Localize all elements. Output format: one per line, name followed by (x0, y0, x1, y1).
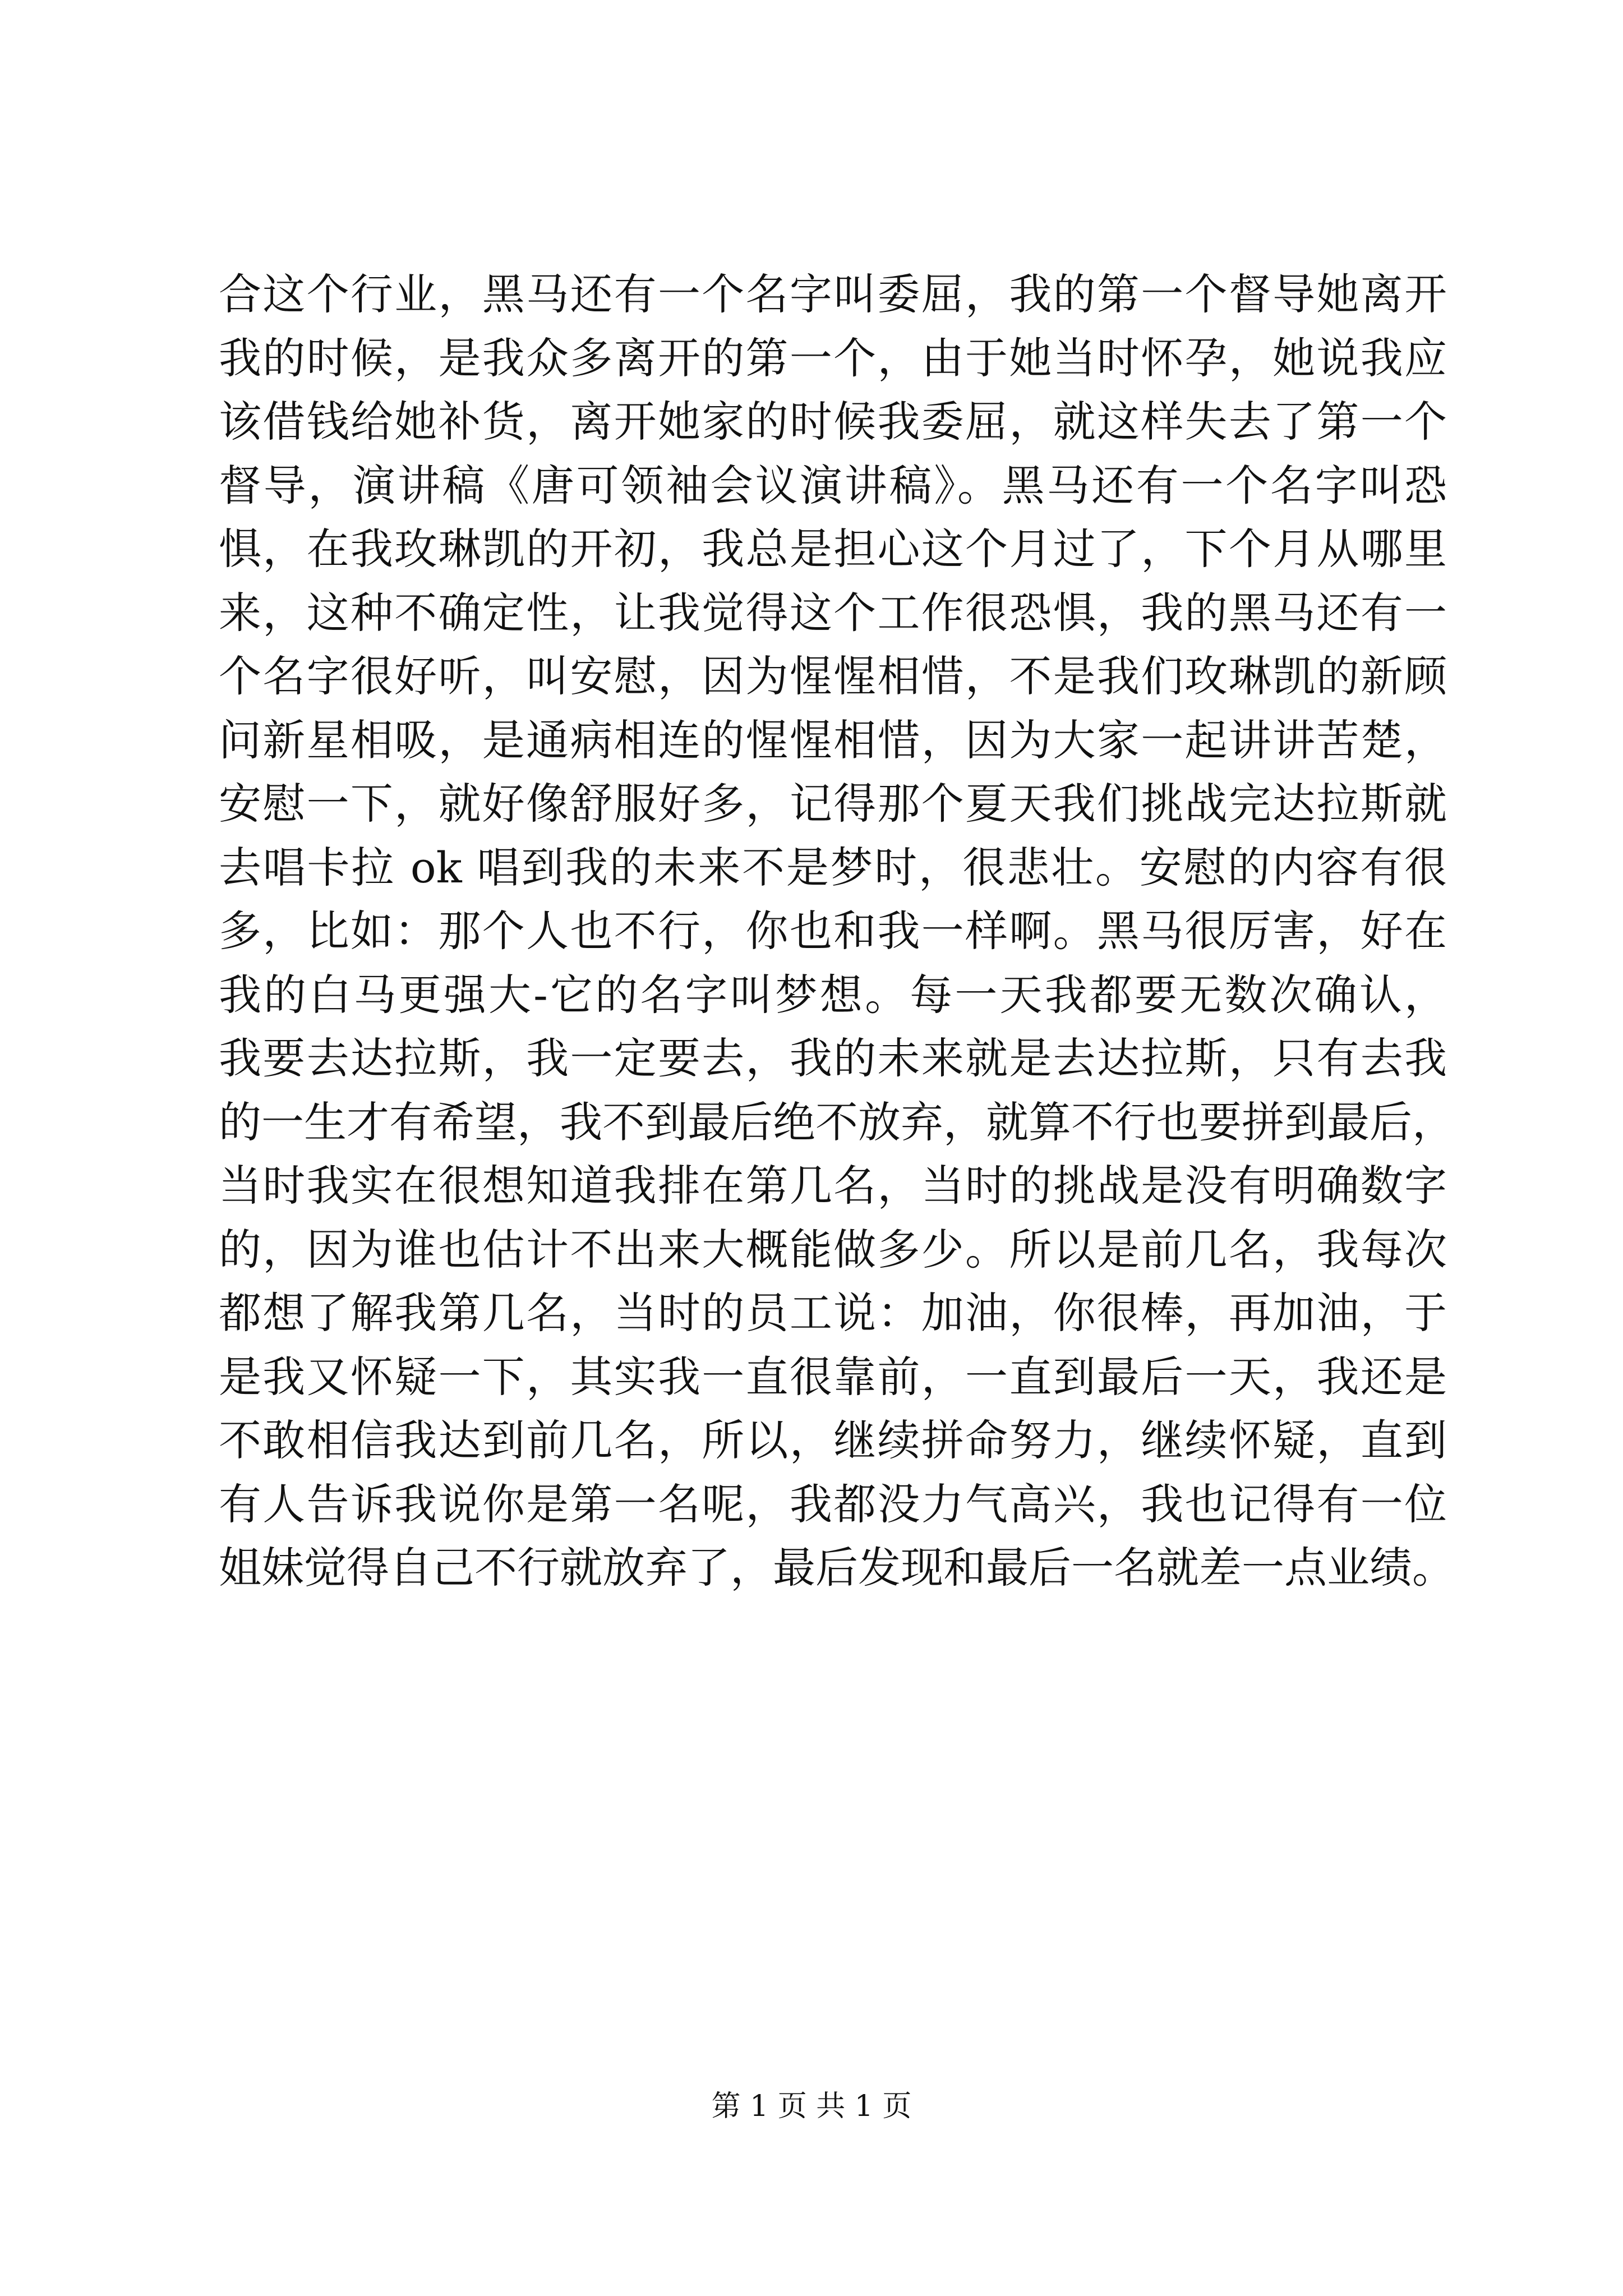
text-line-11: 多，比如：那个人也不行，你也和我一样啊。黑马很厉害，好在 (219, 906, 1447, 956)
text-line-16: 的，因为谁也估计不出来大概能做多少。所以是前几名，我每次 (219, 1224, 1447, 1274)
text-line-13: 我要去达拉斯，我一定要去，我的未来就是去达拉斯，只有去我 (219, 1033, 1447, 1083)
text-line-15: 当时我实在很想知道我排在第几名，当时的挑战是没有明确数字 (219, 1161, 1447, 1211)
text-line-5: 惧，在我玫琳凯的开初，我总是担心这个月过了，下个月从哪里 (219, 524, 1447, 574)
page-number-footer: 第 1 页 共 1 页 (711, 2090, 912, 2123)
text-line-14: 的一生才有希望，我不到最后绝不放弃，就算不行也要拼到最后， (219, 1097, 1455, 1147)
text-line-9: 安慰一下，就好像舒服好多，记得那个夏天我们挑战完达拉斯就 (219, 779, 1447, 829)
text-line-10: 去唱卡拉 ok 唱到我的未来不是梦时，很悲壮。安慰的内容有很 (219, 842, 1447, 892)
text-line-17: 都想了解我第几名，当时的员工说：加油，你很棒，再加油，于 (219, 1288, 1447, 1338)
text-line-20: 有人告诉我说你是第一名呢，我都没力气高兴，我也记得有一位 (219, 1479, 1447, 1529)
text-line-8: 问新星相吸，是通病相连的惺惺相惜，因为大家一起讲讲苦楚， (219, 715, 1447, 765)
text-line-3: 该借钱给她补货，离开她家的时候我委屈，就这样失去了第一个 (219, 397, 1447, 447)
text-line-6: 来，这种不确定性，让我觉得这个工作很恐惧，我的黑马还有一 (219, 587, 1447, 638)
text-line-4: 督导，演讲稿《唐可领袖会议演讲稿》。黑马还有一个名字叫恐 (219, 460, 1447, 510)
text-line-2: 我的时候，是我众多离开的第一个，由于她当时怀孕，她说我应 (219, 333, 1447, 383)
body-text (219, 263, 1455, 1600)
text-line-21: 姐妹觉得自己不行就放弃了，最后发现和最后一名就差一点业绩。 (219, 1543, 1455, 1593)
text-line-18: 是我又怀疑一下，其实我一直很靠前，一直到最后一天，我还是 (219, 1351, 1447, 1402)
text-line-12: 我的白马更强大-它的名字叫梦想。每一天我都要无数次确认， (219, 969, 1447, 1020)
text-line-7: 个名字很好听，叫安慰，因为惺惺相惜，不是我们玫琳凯的新顾 (219, 651, 1447, 701)
text-line-19: 不敢相信我达到前几名，所以，继续拼命努力，继续怀疑，直到 (219, 1415, 1447, 1465)
text-line-1: 合这个行业，黑马还有一个名字叫委屈，我的第一个督导她离开 (219, 269, 1447, 319)
